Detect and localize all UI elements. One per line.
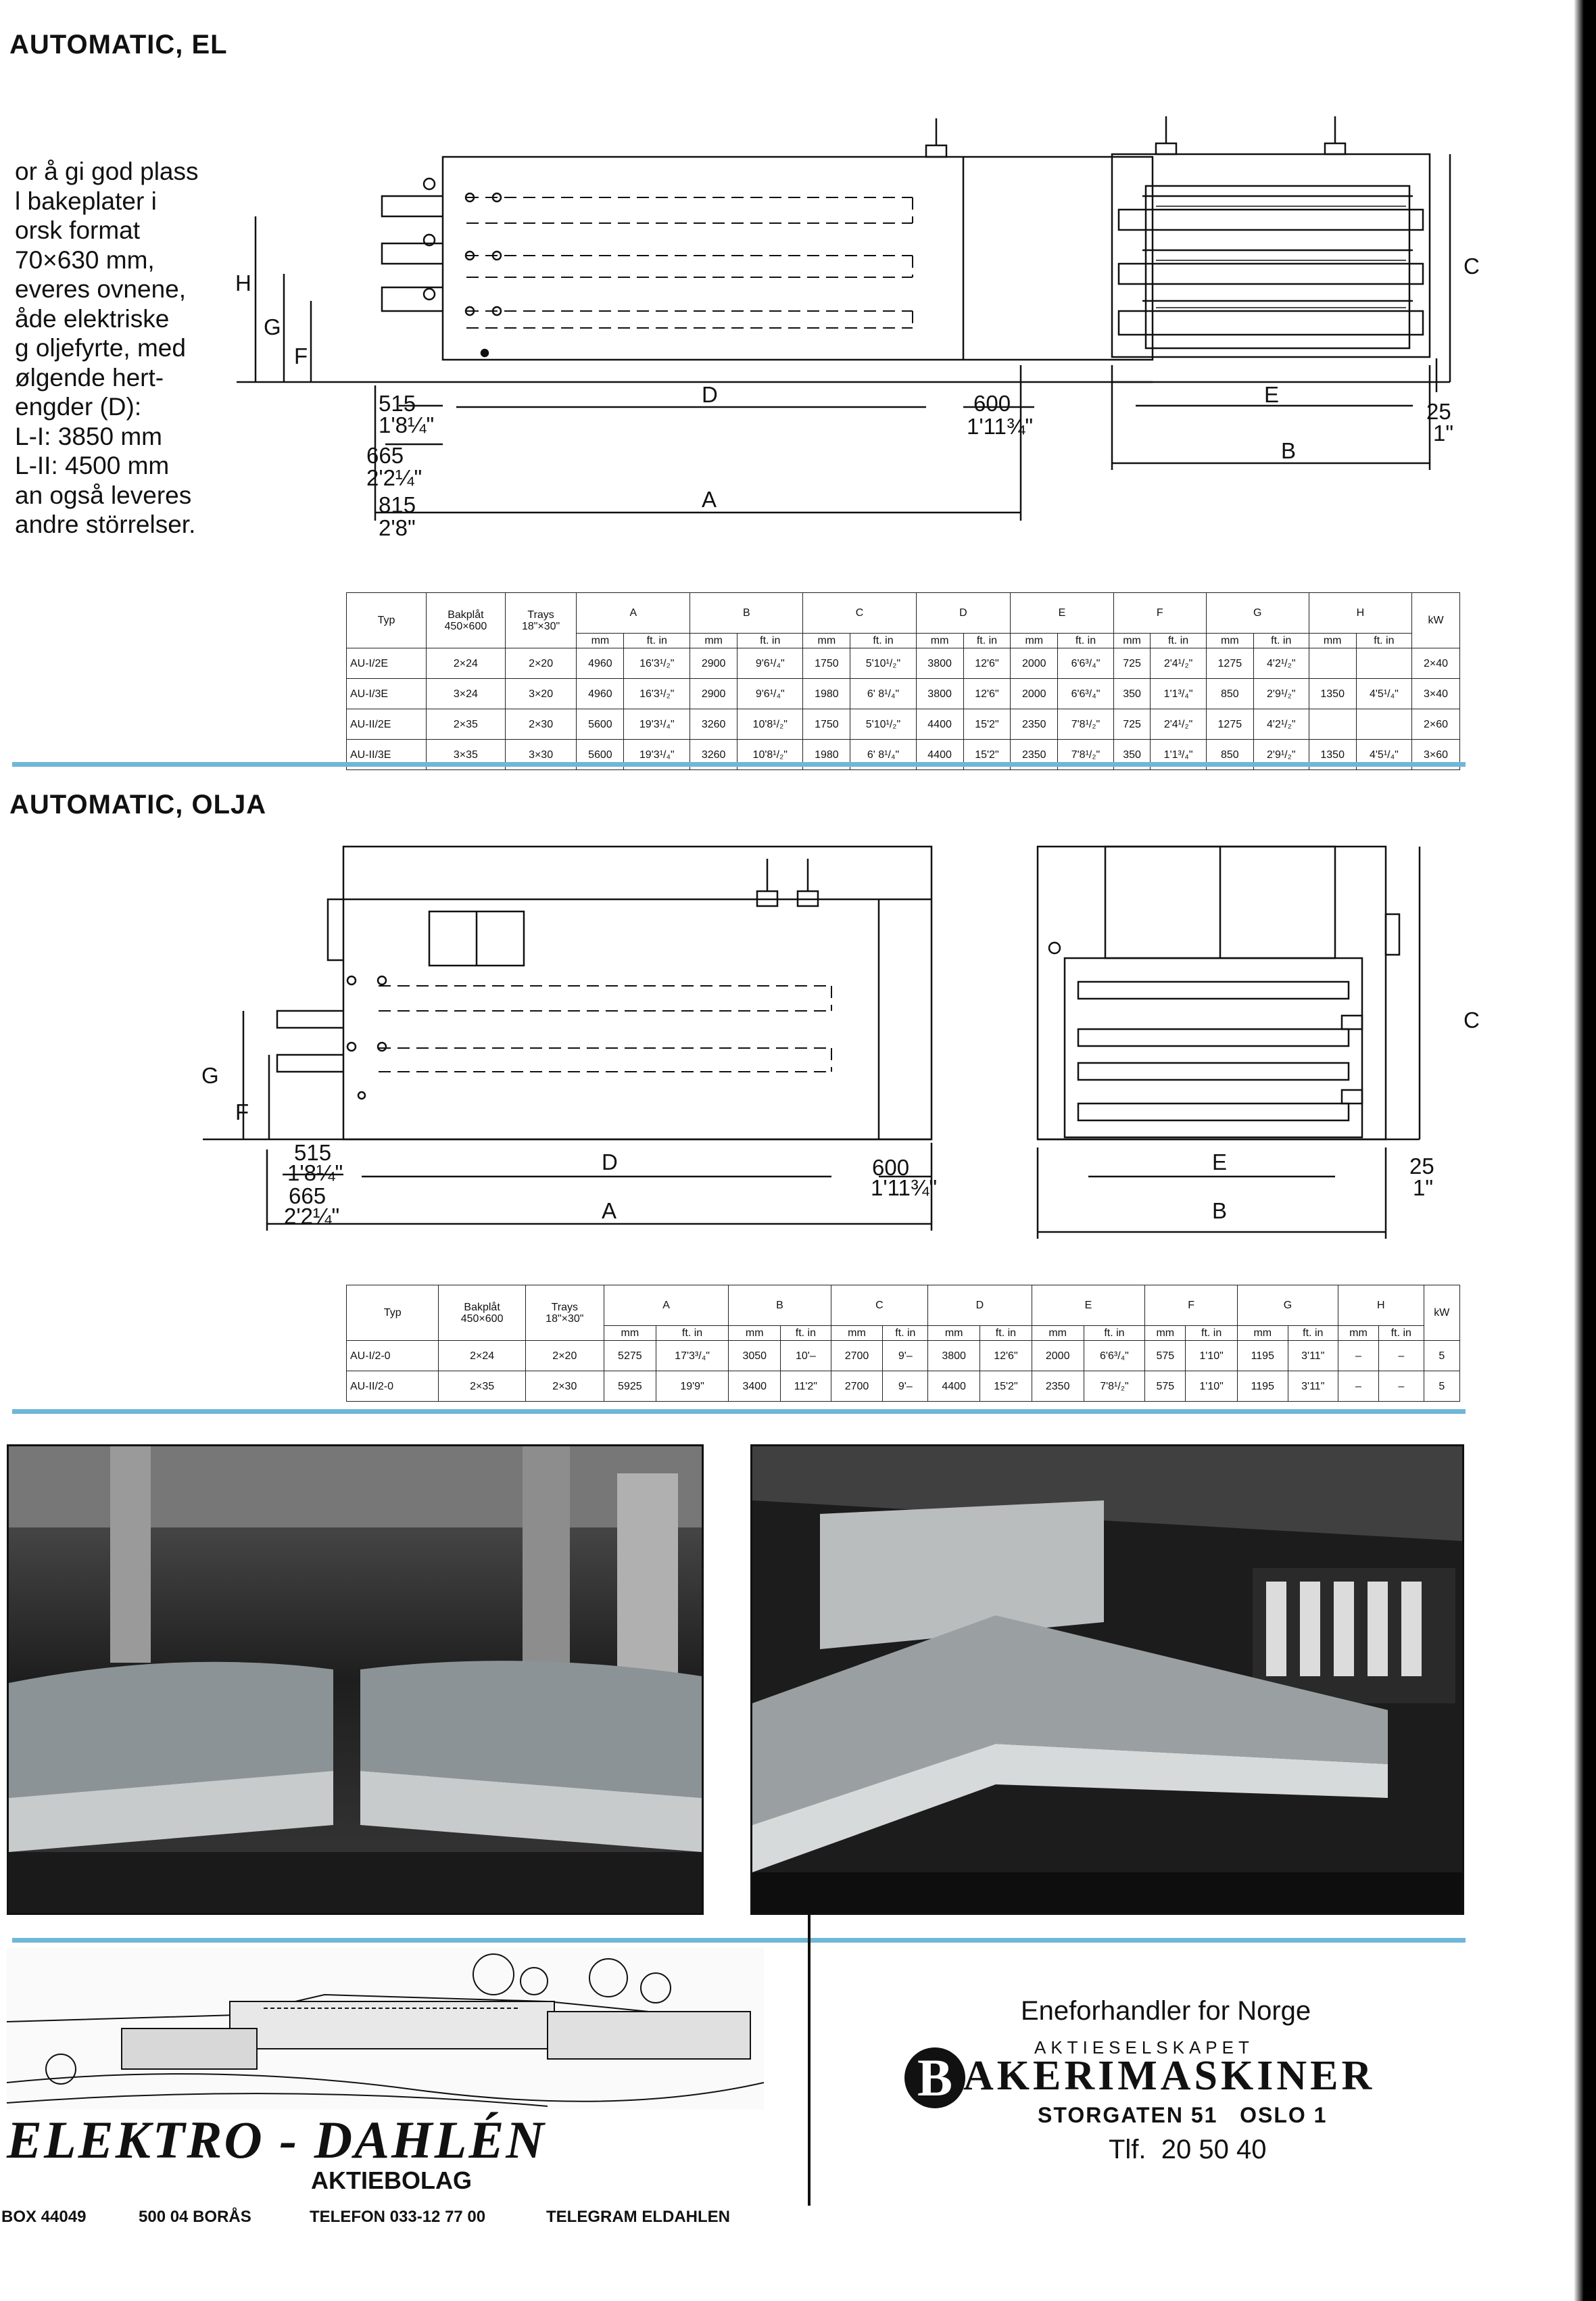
cell-a-mm: 5600 (577, 709, 624, 740)
sub-ftin: ft. in (1058, 634, 1113, 648)
col-d: D (928, 1285, 1032, 1326)
dim-665-in: 2'2¼" (284, 1204, 340, 1229)
cell-d-ft: 12'6" (980, 1341, 1032, 1371)
dim-25: 25 (1409, 1154, 1434, 1179)
cell-tray: 2×20 (525, 1341, 604, 1371)
col-a: A (604, 1285, 728, 1326)
cell-g-mm: 1275 (1206, 709, 1253, 740)
cell-bak: 3×24 (427, 679, 506, 709)
cell-c-mm: 1980 (803, 740, 850, 770)
cell-typ: AU-II/2E (347, 709, 427, 740)
cell-g-ft: 2'9¹/₂" (1253, 679, 1309, 709)
section-olja-title: AUTOMATIC, OLJA (9, 790, 267, 820)
cell-c-mm: 1750 (803, 648, 850, 679)
sub-mm: mm (1206, 634, 1253, 648)
cell-b-mm: 3050 (729, 1341, 781, 1371)
cell-d-ft: 12'6" (963, 679, 1011, 709)
sub-ftin: ft. in (883, 1326, 928, 1341)
cell-d-mm: 3800 (916, 679, 963, 709)
sub-ftin: ft. in (1186, 1326, 1238, 1341)
dim-g: G (201, 1063, 219, 1088)
sub-ftin: ft. in (1356, 634, 1411, 648)
cell-f-mm: 350 (1113, 740, 1151, 770)
intro-line: an også leveres (15, 481, 192, 509)
cell-c-ft: 6' 8¹/₄" (850, 740, 916, 770)
intro-line: L-II: 4500 mm (15, 452, 170, 479)
sub-ftin: ft. in (1253, 634, 1309, 648)
dim-600-in: 1'11¾" (967, 414, 1034, 439)
dim-h: H (235, 270, 251, 295)
sub-ftin: ft. in (781, 1326, 831, 1341)
cell-typ: AU-I/2-0 (347, 1341, 439, 1371)
sub-ftin: ft. in (850, 634, 916, 648)
cell-c-ft: 6' 8¹/₄" (850, 679, 916, 709)
cell-a-mm: 5275 (604, 1341, 656, 1371)
cell-f-ft: 2'4¹/₂" (1151, 648, 1206, 679)
phone: TELEFON 033-12 77 00 (310, 2208, 486, 2226)
cell-g-ft: 3'11" (1288, 1371, 1338, 1402)
table-row (347, 679, 1460, 709)
intro-line: orsk format (15, 216, 141, 244)
cell-typ: AU-I/2E (347, 648, 427, 679)
cell-f-ft: 1'1³/₄" (1151, 679, 1206, 709)
cell-tray: 3×30 (505, 740, 577, 770)
cell-e-mm: 2350 (1032, 1371, 1084, 1402)
cell-a-ft: 16'3¹/₂" (624, 679, 690, 709)
cell-h-ft: – (1378, 1371, 1424, 1402)
cell-a-mm: 4960 (577, 679, 624, 709)
agent-name: AKERIMASKINER (963, 2053, 1376, 2099)
col-g: G (1206, 593, 1309, 634)
dim-665: 665 (289, 1183, 327, 1208)
cell-c-mm: 1750 (803, 709, 850, 740)
cell-a-ft: 19'9" (656, 1371, 728, 1402)
sub-ftin: ft. in (1084, 1326, 1145, 1341)
section-divider (12, 1938, 1466, 1943)
cell-c-mm: 1980 (803, 679, 850, 709)
elektro-dahlen-logo: ELEKTRO - DAHLÉN (7, 2110, 546, 2169)
cell-c-ft: 5'10¹/₂" (850, 709, 916, 740)
cell-bak: 2×24 (439, 1341, 525, 1371)
cell-d-mm: 3800 (928, 1341, 980, 1371)
telegram: TELEGRAM ELDAHLEN (546, 2208, 730, 2226)
cell-bak: 2×35 (439, 1371, 525, 1402)
sub-mm: mm (690, 634, 737, 648)
cell-a-mm: 5925 (604, 1371, 656, 1402)
section-divider (12, 1409, 1466, 1414)
cell-h-mm: – (1338, 1341, 1378, 1371)
sub-mm: mm (1032, 1326, 1084, 1341)
dim-600: 600 (872, 1155, 910, 1180)
col-b: B (729, 1285, 831, 1326)
cell-f-mm: 725 (1113, 648, 1151, 679)
cell-f-ft: 1'10" (1186, 1341, 1238, 1371)
cell-kw: 2×40 (1412, 648, 1460, 679)
cell-b-ft: 10'– (781, 1341, 831, 1371)
sub-ftin: ft. in (1151, 634, 1206, 648)
cell-kw: 3×60 (1412, 740, 1460, 770)
col-e: E (1032, 1285, 1145, 1326)
section-divider (12, 762, 1466, 767)
col-b: B (690, 593, 803, 634)
dim-665: 665 (366, 443, 404, 468)
cell-g-ft: 4'2¹/₂" (1253, 709, 1309, 740)
cell-g-mm: 850 (1206, 740, 1253, 770)
intro-line: l bakeplater i (15, 187, 157, 215)
dim-815-in: 2'8" (379, 515, 416, 540)
cell-e-ft: 6'6³/₄" (1084, 1341, 1145, 1371)
cell-e-ft: 7'8¹/₂" (1084, 1371, 1145, 1402)
intro-line: or å gi god plass (15, 158, 199, 185)
cell-f-ft: 1'10" (1186, 1371, 1238, 1402)
cell-c-ft: 5'10¹/₂" (850, 648, 916, 679)
factory-photo-left (7, 1444, 704, 1915)
sub-mm: mm (1237, 1326, 1288, 1341)
dim-815: 815 (379, 492, 416, 517)
agent-prefix: AKTIESELSKAPET (1034, 2037, 1254, 2058)
cell-d-mm: 4400 (916, 709, 963, 740)
sub-ftin: ft. in (1288, 1326, 1338, 1341)
section-el-title: AUTOMATIC, EL (9, 30, 228, 60)
col-h: H (1338, 1285, 1424, 1326)
cell-h-ft: 4'5¹/₄" (1356, 679, 1411, 709)
cell-bak: 2×24 (427, 648, 506, 679)
sole-agent-text: Eneforhandler for Norge (1021, 1996, 1311, 2026)
cell-b-ft: 9'6¹/₄" (737, 648, 803, 679)
dim-25-in: 1" (1413, 1175, 1434, 1200)
sub-mm: mm (1113, 634, 1151, 648)
intro-line: g oljefyrte, med (15, 334, 186, 362)
table-row (347, 1371, 1460, 1402)
intro-line: L-I: 3850 mm (15, 422, 162, 450)
col-trays: Trays 18"×30" (525, 1285, 604, 1341)
cell-h-ft: 4'5¹/₄" (1356, 740, 1411, 770)
sub-mm: mm (1011, 634, 1058, 648)
sub-ftin: ft. in (624, 634, 690, 648)
sub-ftin: ft. in (1378, 1326, 1424, 1341)
col-kw: kW (1424, 1285, 1459, 1341)
col-h: H (1309, 593, 1411, 634)
intro-line: everes ovnene, (15, 275, 187, 303)
dim-a: A (702, 487, 717, 512)
sub-mm: mm (577, 634, 624, 648)
dim-515: 515 (379, 391, 416, 416)
col-typ: Typ (347, 1285, 439, 1341)
cell-h-mm (1309, 648, 1356, 679)
cell-c-mm: 2700 (831, 1371, 883, 1402)
dim-b: B (1281, 438, 1297, 463)
cell-d-mm: 3800 (916, 648, 963, 679)
sub-mm: mm (604, 1326, 656, 1341)
cell-f-mm: 575 (1145, 1371, 1186, 1402)
sub-mm: mm (916, 634, 963, 648)
col-typ: Typ (347, 593, 427, 648)
cell-f-mm: 725 (1113, 709, 1151, 740)
cell-f-ft: 1'1³/₄" (1151, 740, 1206, 770)
cell-kw: 5 (1424, 1341, 1459, 1371)
intro-line: andre störrelser. (15, 511, 196, 538)
cell-c-ft: 9'– (883, 1341, 928, 1371)
cell-typ: AU-I/3E (347, 679, 427, 709)
cell-b-mm: 3260 (690, 740, 737, 770)
col-c: C (803, 593, 916, 634)
cell-a-ft: 16'3¹/₂" (624, 648, 690, 679)
cell-kw: 3×40 (1412, 679, 1460, 709)
cell-h-mm (1309, 709, 1356, 740)
col-f: F (1145, 1285, 1238, 1326)
dim-25: 25 (1426, 399, 1451, 424)
intro-line: 70×630 mm, (15, 245, 155, 274)
cell-e-ft: 6'6³/₄" (1058, 648, 1113, 679)
cell-g-mm: 1195 (1237, 1341, 1288, 1371)
cell-e-ft: 7'8¹/₂" (1058, 740, 1113, 770)
cell-tray: 2×20 (505, 648, 577, 679)
sub-mm: mm (1338, 1326, 1378, 1341)
cell-kw: 5 (1424, 1371, 1459, 1402)
box-address: BOX 44049 (1, 2208, 87, 2226)
intro-line: åde elektriske (15, 304, 170, 333)
col-trays: Trays 18"×30" (505, 593, 577, 648)
cell-e-mm: 2000 (1011, 679, 1058, 709)
cell-d-mm: 4400 (916, 740, 963, 770)
cell-tray: 2×30 (505, 709, 577, 740)
cell-kw: 2×60 (1412, 709, 1460, 740)
col-e: E (1011, 593, 1113, 634)
cell-b-mm: 2900 (690, 648, 737, 679)
cell-g-mm: 1195 (1237, 1371, 1288, 1402)
dim-600: 600 (973, 391, 1011, 416)
cell-a-ft: 19'3¹/₄" (624, 709, 690, 740)
cell-d-mm: 4400 (928, 1371, 980, 1402)
intro-text (15, 157, 199, 540)
cell-g-mm: 850 (1206, 679, 1253, 709)
cell-b-mm: 3260 (690, 709, 737, 740)
col-a: A (577, 593, 690, 634)
col-f: F (1113, 593, 1206, 634)
cell-c-ft: 9'– (883, 1371, 928, 1402)
dim-e: E (1212, 1149, 1228, 1175)
factory-illustration (7, 1947, 764, 2110)
cell-tray: 2×30 (525, 1371, 604, 1402)
sub-ftin: ft. in (737, 634, 803, 648)
cell-d-ft: 15'2" (980, 1371, 1032, 1402)
sub-mm: mm (729, 1326, 781, 1341)
cell-b-ft: 11'2" (781, 1371, 831, 1402)
dim-g: G (264, 314, 281, 339)
cell-b-ft: 10'8¹/₂" (737, 709, 803, 740)
el-spec-table (346, 592, 1460, 770)
cell-h-mm: 1350 (1309, 679, 1356, 709)
sub-mm: mm (831, 1326, 883, 1341)
cell-b-mm: 2900 (690, 679, 737, 709)
cell-d-ft: 12'6" (963, 648, 1011, 679)
factory-photo-right (750, 1444, 1464, 1915)
dim-515: 515 (294, 1140, 332, 1165)
cell-g-mm: 1275 (1206, 648, 1253, 679)
col-bakplat: Bakplåt 450×600 (439, 1285, 525, 1341)
intro-line: engder (D): (15, 393, 142, 421)
cell-h-ft (1356, 709, 1411, 740)
cell-e-mm: 2000 (1011, 648, 1058, 679)
cell-g-ft: 4'2¹/₂" (1253, 648, 1309, 679)
cell-e-ft: 7'8¹/₂" (1058, 709, 1113, 740)
cell-d-ft: 15'2" (963, 709, 1011, 740)
olja-spec-table (346, 1285, 1460, 1402)
cell-h-mm: 1350 (1309, 740, 1356, 770)
el-front-drawing (1109, 108, 1487, 487)
footer-divider (808, 1915, 811, 2206)
olja-oven-drawing (203, 838, 1487, 1258)
dim-665-in: 2'2¼" (366, 465, 422, 490)
table-row (347, 648, 1460, 679)
cell-h-ft (1356, 648, 1411, 679)
cell-a-mm: 5600 (577, 740, 624, 770)
cell-d-ft: 15'2" (963, 740, 1011, 770)
company-type: AKTIEBOLAG (311, 2166, 472, 2194)
cell-h-mm: – (1338, 1371, 1378, 1402)
dim-c: C (1464, 1007, 1480, 1033)
cell-e-mm: 2350 (1011, 709, 1058, 740)
cell-g-ft: 3'11" (1288, 1341, 1338, 1371)
dim-d: D (702, 382, 718, 407)
dim-b: B (1212, 1198, 1228, 1223)
cell-typ: AU-II/3E (347, 740, 427, 770)
agent-logo-b: B (904, 2047, 965, 2108)
city-address: 500 04 BORÅS (139, 2208, 251, 2226)
dim-25-in: 1" (1433, 421, 1454, 446)
cell-g-ft: 2'9¹/₂" (1253, 740, 1309, 770)
cell-h-ft: – (1378, 1341, 1424, 1371)
cell-e-mm: 2000 (1032, 1341, 1084, 1371)
col-kw: kW (1412, 593, 1460, 648)
sub-ftin: ft. in (980, 1326, 1032, 1341)
dim-c: C (1464, 254, 1480, 279)
cell-e-mm: 2350 (1011, 740, 1058, 770)
cell-a-mm: 4960 (577, 648, 624, 679)
cell-f-mm: 575 (1145, 1341, 1186, 1371)
dim-e: E (1264, 382, 1280, 407)
col-c: C (831, 1285, 928, 1326)
cell-b-ft: 9'6¹/₄" (737, 679, 803, 709)
page-edge (1574, 0, 1596, 2301)
sub-ftin: ft. in (963, 634, 1011, 648)
dim-515-in: 1'8¼" (287, 1160, 343, 1185)
cell-f-ft: 2'4¹/₂" (1151, 709, 1206, 740)
cell-a-ft: 19'3¹/₄" (624, 740, 690, 770)
dim-600-in: 1'11¾" (871, 1175, 938, 1200)
table-row (347, 1341, 1460, 1371)
cell-c-mm: 2700 (831, 1341, 883, 1371)
cell-e-ft: 6'6³/₄" (1058, 679, 1113, 709)
cell-a-ft: 17'3³/₄" (656, 1341, 728, 1371)
dim-f: F (294, 343, 308, 369)
col-g: G (1237, 1285, 1338, 1326)
sub-mm: mm (928, 1326, 980, 1341)
table-row (347, 709, 1460, 740)
cell-bak: 3×35 (427, 740, 506, 770)
agent-phone: Tlf. 20 50 40 (1109, 2135, 1267, 2164)
col-bakplat: Bakplåt 450×600 (427, 593, 506, 648)
cell-bak: 2×35 (427, 709, 506, 740)
agent-address: STORGATEN 51 OSLO 1 (1038, 2103, 1328, 2127)
col-d: D (916, 593, 1011, 634)
sub-mm: mm (1309, 634, 1356, 648)
dim-a: A (602, 1198, 617, 1223)
cell-tray: 3×20 (505, 679, 577, 709)
cell-b-mm: 3400 (729, 1371, 781, 1402)
dim-f: F (235, 1099, 249, 1124)
sub-ftin: ft. in (656, 1326, 728, 1341)
sub-mm: mm (1145, 1326, 1186, 1341)
cell-typ: AU-II/2-0 (347, 1371, 439, 1402)
sub-mm: mm (803, 634, 850, 648)
intro-line: ølgende hert- (15, 363, 164, 392)
dim-d: D (602, 1149, 618, 1175)
cell-b-ft: 10'8¹/₂" (737, 740, 803, 770)
cell-f-mm: 350 (1113, 679, 1151, 709)
dim-515-in: 1'8¼" (379, 412, 435, 437)
